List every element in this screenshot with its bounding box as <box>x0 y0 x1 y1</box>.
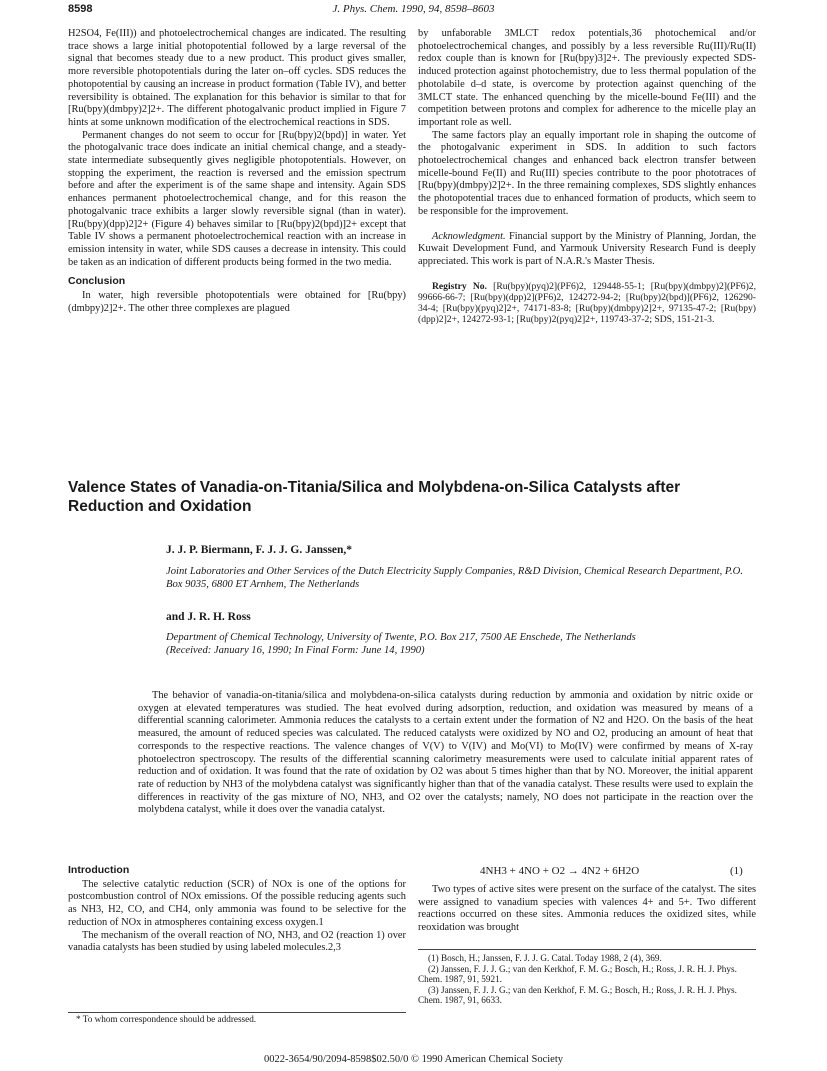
registry-label: Registry No. <box>432 280 487 292</box>
reference: (2) Janssen, F. J. J. G.; van den Kerkhof, F. M. G.; Bosch, H.; Ross, J. R. H. J. Phys. Chem. 1987, 91, 5921. <box>418 963 737 985</box>
prev-right-column <box>418 28 756 325</box>
paragraph: In water, high reversible photopotentials were obtained for [Ru(bpy)(dmbpy)2]2+. The other three complexes are plagued <box>68 290 406 314</box>
right-column <box>418 884 756 935</box>
affiliation: Joint Laboratories and Other Services of the Dutch Electricity Supply Companies, R&D Division, Chemical Research Department, P.O. Box 9035, 6800 ET Arnhem, The Netherlands <box>166 566 743 590</box>
footnote: * To whom correspondence should be addressed. <box>76 1014 257 1024</box>
footnote-rule <box>68 1012 406 1013</box>
authors: and J. R. H. Ross <box>166 611 251 623</box>
ack-text: Financial support by the Ministry of Planning, Jordan, the Kuwait Development Fund, and Yarmouk University Research Fund is deeply appreciated. This work is part of N.A.R.'s Master Thesis. <box>418 230 756 267</box>
authors: J. J. P. Biermann, F. J. J. G. Janssen,* <box>166 544 353 556</box>
paragraph: The selective catalytic reduction (SCR) of NOx is one of the options for postcombustion control of NOx emissions. Of the possible reducing agents such as NH3, H2, CO, and CH4, only ammonia was found to be selective for the reduction of NOx in atmospheres containing excess oxygen.1 <box>68 878 406 928</box>
intro-heading: Introduction <box>68 864 130 876</box>
paragraph: by unfaborable 3MLCT redox potentials,36 photochemical and/or photoelectrochemical changes, and possibly by a less reversible Ru(III)/Ru(II) redox couple than is known for [Ru(bpy)3]2+. The previously expected SDS-induced protection against photochemistry, due to less thermal population of the photolabile d–d state, is overcome by protection against quenching of the 3MLCT state. The enhanced quenching by the micelle-bound Fe(III) and the competition between protons and complex for adherence to the micelle play an important role as well. <box>418 28 756 128</box>
prev-left-column <box>68 28 406 315</box>
article-title: Valence States of Vanadia-on-Titania/Silica and Molybdena-on-Silica Catalysts after Reduction and Oxidation <box>68 479 681 515</box>
ack-label: Acknowledgment. <box>432 230 506 242</box>
page-number: 8598 <box>68 3 93 15</box>
intro-column <box>68 864 406 955</box>
reference-rule <box>418 949 756 950</box>
paragraph: Two types of active sites were present on the surface of the catalyst. The sites were assigned to vanadium species with valences 4+ and 5+. Two different reactions occurred on these sites. Ammonia reduces the oxidized sites, while reoxidation was brought <box>418 884 756 934</box>
page-footer: 0022-3654/90/2094-8598$02.50/0 © 1990 American Chemical Society <box>263 1054 564 1065</box>
paragraph: H2SO4, Fe(III)) and photoelectrochemical changes are indicated. The resulting trace shows a large initial photopotential followed by a large reversal of the signal that becomes steady due to a new product. This product gives smaller, more reversible photopotentials during the later on–off cycles. SDS reduces the photopotential by causing an increase in product formation (Table IV), and better reversibility is obtained. The explanation for this behavior is similar to that for [Ru(bpy)(dmbpy)2]2+. The different photogalvanic product implied in Figure 7 hints at some unknown modification of the electrochemical reactions in SDS. <box>68 28 406 128</box>
registry-text: [Ru(bpy)(pyq)2](PF6)2, 129448-55-1; [Ru(bpy)(dmbpy)2](PF6)2, 99666-66-7; [Ru(bpy)(dpp)2](PF6)2, 124272-94-2; [Ru(bpy)2(bpd)](PF6)2, 126290-34-4; [Ru(bpy)(pyq)2]2+, 74171-83-8; [Ru(bpy)(dmbpy)2]2+, 97135-47-2; [Ru(bpy)(dpp)2]2+, 124272-93-1; [Ru(bpy)2(pyq)2]2+, 119743-37-2; SDS, 151-21-3. <box>418 280 756 325</box>
registry <box>418 281 756 325</box>
paragraph: The mechanism of the overall reaction of NO, NH3, and O2 (reaction 1) over vanadia catalysts has been studied by using labeled molecules.2,3 <box>68 929 406 954</box>
affiliation <box>166 632 756 658</box>
paragraph: The same factors play an equally important role in shaping the outcome of the photogalvanic experiment in SDS. In addition to such factors photoelectrochemical changes and enhanced back electron transfer between micelle-bound Fe(II) and Ru(III) species contribute to the poor phototraces of [Ru(bpy)(dmbpy)2]2+. In the three remaining complexes, SDS slightly enhances the photopotential traces due to enhanced formation of products, which seem to be responsible for the improvement. <box>418 129 756 217</box>
references <box>418 953 756 1006</box>
affiliation-text: Department of Chemical Technology, University of Twente, P.O. Box 217, 7500 AE Enschede, The Netherlands <box>166 632 636 643</box>
paragraph: Permanent changes do not seem to occur for [Ru(bpy)2(bpd)] in water. Yet the photogalvanic trace does indicate an initial chemical change, and a steady-state intermediate subsequently gives negligible photopotentials. However, on stopping the experiment, the reaction is reversed and the emission spectrum before and after the experiment is of the same shape and intensity. Again SDS enhances permanent photoelectrochemical change, and for this reason the photogalvanic trace exhibits a larger slowly reversible signal (than in water). [Ru(bpy)(dpp)2]2+ (Figure 4) behaves similar to [Ru(bpy)2(bpd)]2+ except that Table IV shows a permanent photoelectrochemical reaction with an increase in emission intensity in water, while SDS causes a decrease in intensity. This could be taken as an indication of different products being formed in the two media. <box>68 129 406 268</box>
conclusion-heading: Conclusion <box>68 275 126 288</box>
received-dates: (Received: January 16, 1990; In Final Form: June 14, 1990) <box>166 644 425 656</box>
equation-number: (1) <box>730 865 743 877</box>
abstract: The behavior of vanadia-on-titania/silica and molybdena-on-silica catalysts during reduction by ammonia and oxidation by nitric oxide or oxygen at elevated temperatures was studied. The heat evolved during adsorption, reduction, and oxidation was measured by means of a differential scanning calorimeter. Ammonia reduces the catalysts to a certain extent under the formation of N2 and H2O. On the basis of the heat measured, the amount of reduced species was calculated. The reduced catalysts were oxidized by NO and O2, producing an amount of heat that corresponds to the respective reactions. The valence changes of V(V) to V(IV) and Mo(VI) to Mo(IV) were confirmed by means of X-ray photoelectron spectroscopy. The results of the differential scanning calorimetry measurements were used to calculate initial apparent rates of reduction and of oxidation. It was found that the rate of oxidation by O2 was about 5 times higher than that by NO. Moreover, the initial apparent rate of reduction by NH3 of the molybdena catalyst was significantly higher than that of the vanadia catalyst. These results were used to explain the differences in reactivity of the gas mixture of NO, NH3, and O2 over the catalysts; namely, NO does not participate in the reaction over the molybdena catalyst, while it does over the vanadia catalyst. <box>138 690 753 816</box>
reference: (3) Janssen, F. J. J. G.; van den Kerkhof, F. M. G.; Bosch, H.; Ross, J. R. H. J. Phys. Chem. 1987, 91, 6633. <box>418 984 737 1006</box>
acknowledgment <box>418 231 756 269</box>
running-header: J. Phys. Chem. 1990, 94, 8598–8603 <box>332 3 495 15</box>
reference: (1) Bosch, H.; Janssen, F. J. J. G. Catal. Today 1988, 2 (4), 369. <box>428 953 662 963</box>
equation: 4NH3 + 4NO + O2 → 4N2 + 6H2O <box>480 865 640 877</box>
